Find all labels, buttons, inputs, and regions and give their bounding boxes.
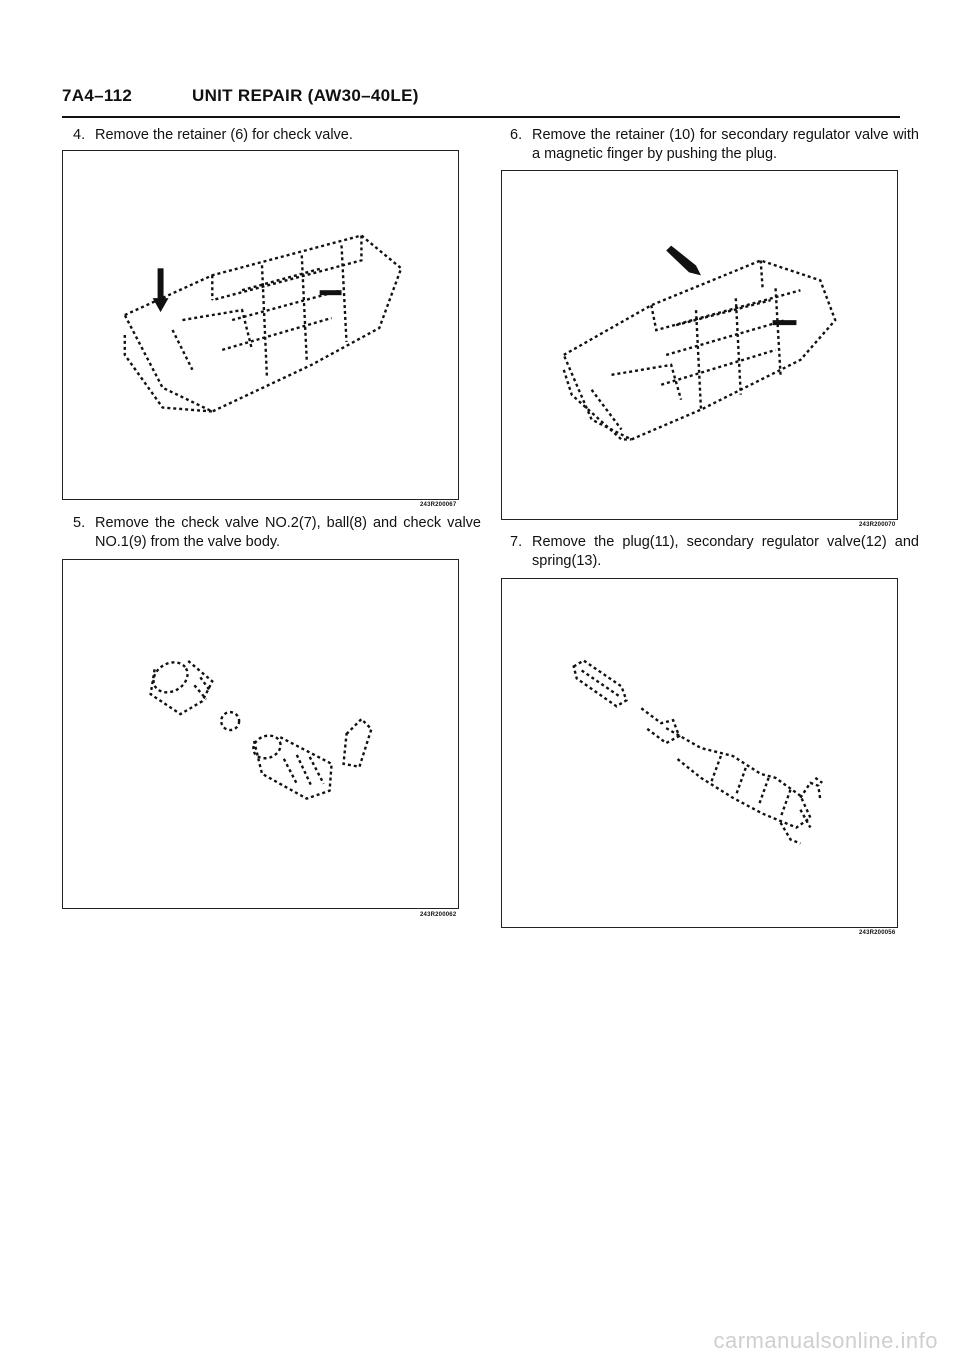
step-text: Remove the retainer (6) for check valve. bbox=[95, 127, 353, 143]
step-number: 5. bbox=[73, 515, 86, 531]
step-7 bbox=[510, 533, 919, 571]
figure-code: 243R200070 bbox=[859, 522, 896, 528]
check-valve-parts-illustration bbox=[63, 560, 458, 908]
step-number: 4. bbox=[73, 127, 86, 143]
valve-body-illustration bbox=[63, 151, 458, 499]
figure-check-valves-and-ball bbox=[62, 559, 459, 909]
step-4 bbox=[73, 126, 481, 145]
figure-retainer-check-valve bbox=[62, 150, 459, 500]
step-5 bbox=[73, 514, 481, 552]
step-number: 7. bbox=[510, 534, 523, 550]
valve-body-illustration bbox=[502, 171, 897, 519]
watermark: carmanualsonline.info bbox=[713, 1328, 938, 1353]
figure-retainer-secondary-regulator bbox=[501, 170, 898, 520]
figure-code: 243R200067 bbox=[420, 502, 457, 508]
step-text: Remove the check valve NO.2(7), ball(8) and check valve NO.1(9) from the valve body. bbox=[95, 515, 481, 550]
regulator-parts-illustration bbox=[502, 579, 897, 927]
step-number: 6. bbox=[510, 127, 523, 143]
page-header bbox=[62, 86, 900, 118]
figure-plug-regulator-spring bbox=[501, 578, 898, 928]
section-title: UNIT REPAIR (AW30–40LE) bbox=[192, 86, 419, 105]
figure-code: 243R200062 bbox=[420, 912, 457, 918]
step-6 bbox=[510, 126, 919, 164]
step-text: Remove the retainer (10) for secondary regulator valve with a magnetic finger by pushing the plug. bbox=[532, 127, 919, 162]
page-number: 7A4–112 bbox=[62, 86, 133, 105]
step-text: Remove the plug(11), secondary regulator valve(12) and spring(13). bbox=[532, 534, 919, 569]
figure-code: 243R200056 bbox=[859, 930, 896, 936]
